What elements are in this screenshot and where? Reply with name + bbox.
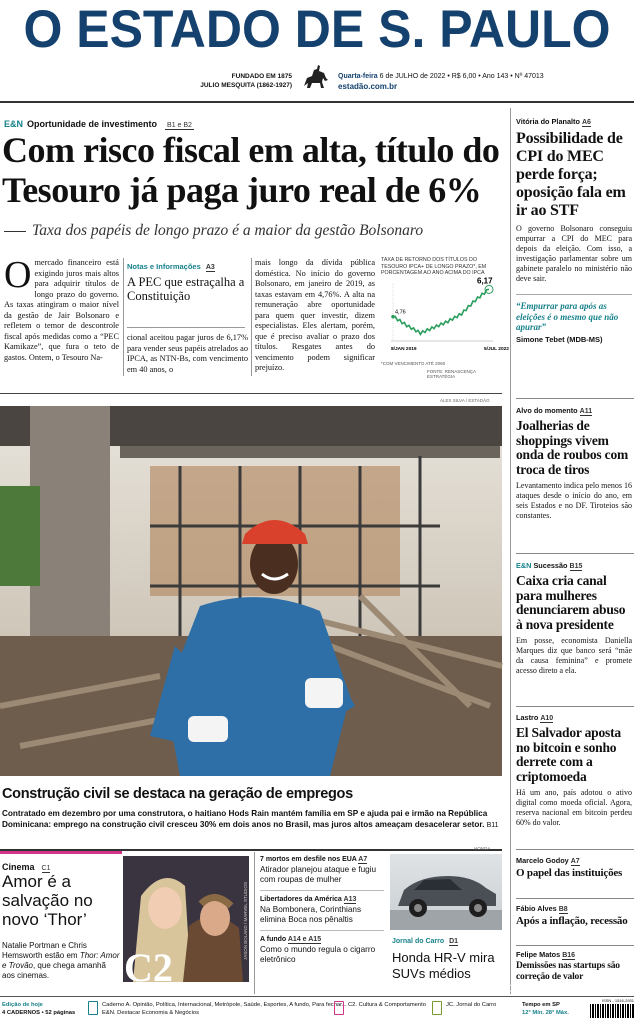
columnist-name: Fábio Alves bbox=[516, 904, 557, 913]
right-kicker: Lastro bbox=[516, 713, 539, 722]
lead-deck bbox=[4, 222, 504, 240]
svg-text:JASON BOLAND / MARVEL STUDIOS: JASON BOLAND / MARVEL STUDIOS bbox=[243, 881, 248, 960]
cinema-text bbox=[2, 941, 120, 981]
horse-rider-logo-icon bbox=[298, 62, 332, 92]
column-godoy[interactable] bbox=[516, 856, 632, 879]
lead-headline-line-1: Com risco fiscal em alta, título do bbox=[2, 130, 500, 170]
notes-rule bbox=[127, 327, 245, 328]
lead-headline-line-2: Tesouro já paga juro real de 6% bbox=[2, 170, 482, 210]
right-story-bitcoin[interactable] bbox=[516, 713, 632, 828]
notes-kicker bbox=[127, 262, 245, 271]
column-rule bbox=[254, 852, 255, 994]
barcode bbox=[590, 998, 634, 1020]
car-illustration bbox=[390, 854, 502, 930]
cinema-text-a: Natalie Portman e Chris Hemsworth estão em bbox=[2, 941, 87, 960]
chart-source: FONTE: RENASCENÇA ESTRATÉGIA bbox=[427, 369, 476, 379]
right-headline: Após a inflação, recessão bbox=[516, 915, 628, 927]
masthead bbox=[0, 0, 634, 102]
column-rule bbox=[510, 108, 511, 994]
photo-caption-text: Contratado em dezembro por uma construtora, o haitiano Hods Rain mantém família em SP e ajuda pai e irmão na República Dominicana: emprego na construção civil cresceu 30% em dois anos no Brasil, mas juros altos ameaçam desacelerar setor. bbox=[2, 809, 488, 829]
cinema-photo-credit bbox=[241, 860, 249, 960]
right-headline: Possibilidade de CPI do MEC perde força; oposição fala em ir ao STF bbox=[516, 130, 626, 219]
right-page-ref: A11 bbox=[579, 408, 593, 415]
car-headline: Honda HR-V mira SUVs médios bbox=[392, 950, 495, 981]
edition-sections: 4 CADERNOS • 52 páginas bbox=[2, 1010, 76, 1016]
right-page-ref: B8 bbox=[558, 906, 568, 913]
lead-kicker-text: Oportunidade de investimento bbox=[27, 119, 158, 129]
cinema-page-ref: C1 bbox=[41, 865, 51, 872]
drop-cap: O bbox=[4, 254, 32, 296]
right-headline: El Salvador aposta no bitcoin e sonho derrete com a criptomoeda bbox=[516, 725, 621, 784]
c2-logo: C2 bbox=[124, 945, 173, 990]
cinema-kicker-text: Cinema bbox=[2, 862, 35, 872]
brief-rule bbox=[260, 930, 384, 931]
brief-text: Atirador planejou ataque e fugiu com roupas de mulher bbox=[260, 865, 377, 884]
edition-date bbox=[338, 73, 544, 80]
brief-kicker-text: A fundo bbox=[260, 936, 287, 943]
brief-shooting[interactable] bbox=[260, 856, 384, 965]
weather-label: Tempo em SP bbox=[522, 1002, 560, 1008]
right-story-jewelry[interactable] bbox=[516, 406, 632, 521]
right-rule bbox=[516, 706, 634, 707]
pull-quote: “Empurrar para após as eleições é o mesmo que não apurar” bbox=[516, 294, 632, 333]
right-page-ref: B16 bbox=[562, 952, 576, 959]
right-body: Em posse, economista Daniella Marques diz que banco será “mãe da causa feminina” e promete acesso direto a ela. bbox=[516, 636, 632, 675]
chart-plot bbox=[381, 257, 509, 361]
date-price-issue: 6 de JULHO de 2022 • R$ 6,00 • Ano 143 • Nº 47013 bbox=[379, 73, 544, 80]
section-tag: E&N bbox=[4, 119, 24, 129]
chart-series-line bbox=[393, 289, 489, 334]
caderno-en-text: E&N. Destacar Economia & Negócios bbox=[102, 1010, 199, 1016]
column-alves[interactable] bbox=[516, 904, 632, 927]
quote-author: Simone Tebet (MDB-MS) bbox=[516, 334, 603, 344]
chart-start-label: 4,76 bbox=[395, 309, 406, 316]
section-rule bbox=[0, 393, 502, 394]
right-rule bbox=[516, 398, 634, 399]
footer bbox=[0, 996, 634, 1024]
right-body: Há um ano, país adotou o ativo digital como moeda oficial. Agora, reserva nacional em bitcoin perdeu 60% do valor. bbox=[516, 788, 632, 827]
right-headline: Caixa cria canal para mulheres denunciarem abuso à nova presidente bbox=[516, 573, 626, 632]
notes-box[interactable] bbox=[127, 262, 245, 303]
chart-end-label: 6,17 bbox=[477, 276, 493, 286]
lead-page-ref: B1 e B2 bbox=[167, 122, 192, 129]
founder: JULIO MESQUITA (1862-1927) bbox=[200, 82, 292, 89]
right-headline: O papel das instituições bbox=[516, 867, 623, 879]
brief-text: Como o mundo regula o cigarro eletrônico bbox=[260, 945, 376, 964]
lead-body-text-1: mercado financeiro está exigindo juros mais altos para adquirir títulos de longo prazo do governo. As taxas atingiram o maior nível da gestão de Jair Bolsonaro e refletem o temor de descontrole fiscal após medidas como a “PEC Kamikaze”, que fura o teto de gastos. Ontem, o Tesouro Na- bbox=[4, 258, 119, 362]
brief-rule bbox=[260, 890, 384, 891]
right-story-caixa[interactable] bbox=[516, 561, 632, 676]
construction-worker-photo[interactable] bbox=[0, 406, 502, 776]
cinema-film-title: Thor: Amor e Trovão bbox=[2, 951, 120, 970]
lead-headline[interactable] bbox=[2, 130, 507, 210]
column-rule bbox=[123, 258, 124, 376]
edition-info bbox=[2, 1001, 75, 1017]
photo-headline[interactable]: Construção civil se destaca na geração de empregos bbox=[2, 786, 353, 802]
masthead-rule bbox=[0, 101, 634, 103]
right-body: Levantamento indica pelo menos 16 ataques desde o início do ano, em seis Estados e no DF. Tiroteios são constantes. bbox=[516, 481, 632, 520]
caderno-a[interactable] bbox=[102, 1001, 347, 1017]
right-page-ref: A6 bbox=[581, 119, 591, 126]
photo-page-ref: B11 bbox=[486, 822, 499, 829]
car-page-ref: D1 bbox=[449, 938, 459, 945]
right-page-ref: B15 bbox=[569, 563, 583, 570]
right-page-ref: A7 bbox=[570, 858, 580, 865]
right-page-ref: A10 bbox=[540, 715, 554, 722]
weekday: Quarta-feira bbox=[338, 73, 378, 80]
chart-x-tick-end: 5/JUL 2022 bbox=[484, 347, 509, 352]
honda-hrv-photo bbox=[390, 854, 502, 930]
car-kicker bbox=[392, 938, 458, 945]
weather bbox=[522, 1001, 569, 1017]
lead-body-col-1 bbox=[4, 254, 119, 363]
chart-note: *COM VENCIMENTO ATÉ 2060 bbox=[381, 361, 446, 366]
caderno-c2-icon bbox=[334, 1001, 344, 1015]
right-story-cpi[interactable] bbox=[516, 117, 632, 344]
right-rule bbox=[516, 945, 634, 946]
right-body: O governo Bolsonaro conseguiu empurrar a CPI do MEC para depois da eleição. Com isso, a investigação parlamentar sobre um gabinete paralelo no ministério não deve sair. bbox=[516, 224, 632, 283]
caderno-jc-icon bbox=[432, 1001, 442, 1015]
founded-info bbox=[198, 72, 292, 90]
newspaper-title: O ESTADO DE S. PAULO bbox=[23, 0, 611, 59]
right-kicker: Alvo do momento bbox=[516, 406, 578, 415]
columnist-name: Marcelo Godoy bbox=[516, 856, 569, 865]
right-rule bbox=[516, 849, 634, 850]
car-kicker-text: Jornal do Carro bbox=[392, 938, 445, 945]
column-matos[interactable] bbox=[516, 950, 632, 982]
photo-caption bbox=[2, 808, 502, 831]
brief-kicker bbox=[260, 856, 384, 863]
cinema-headline[interactable]: Amor é a salvação no novo ‘Thor’ bbox=[2, 872, 93, 929]
right-headline: Demissões nas startups são correção de valor bbox=[516, 961, 620, 982]
right-kicker: Vitória do Planalto bbox=[516, 117, 580, 126]
notes-page-ref: A3 bbox=[205, 264, 215, 271]
chart-title: TAXA DE RETORNO DOS TÍTULOS DO TESOURO IPCA+ DE LONGO PRAZO*, EM PORCENTAGEM AO ANO ACIMA DO IPCA bbox=[381, 257, 487, 276]
weather-temps: 12° Mín. 28° Máx. bbox=[522, 1010, 569, 1016]
lead-body-col-3: mais longo da dívida pública doméstica. No início do governo Bolsonaro, em janeiro de 2019, as taxas estavam em 4,76%. A alta na remuneração abre oportunidade para quem quer investir, dizem especialistas. Eles alertam, porém, que é preciso avaliar o prazo dos títulos. Resgates antes do vencimento podem significar prejuízo. bbox=[255, 258, 375, 372]
cinema-text-b: , que chega amanhã aos cinemas. bbox=[2, 961, 106, 980]
brief-text: Na Bombonera, Corinthians elimina Boca nos pênaltis bbox=[260, 905, 362, 924]
brief-kicker bbox=[260, 896, 384, 903]
right-rule bbox=[516, 553, 634, 554]
cinema-accent-bar bbox=[0, 851, 122, 854]
brief-page-ref: A14 e A15 bbox=[287, 936, 322, 943]
section-tag: E&N bbox=[516, 561, 532, 570]
founded-year: FUNDADO EM 1875 bbox=[231, 73, 292, 80]
car-photo-credit: HONDA bbox=[474, 846, 491, 851]
column-rule bbox=[251, 258, 252, 376]
brief-page-ref: A7 bbox=[358, 856, 368, 863]
right-kicker: Sucessão bbox=[533, 561, 568, 570]
notes-kicker-text: Notas e Informações bbox=[127, 262, 201, 271]
right-headline: Joalherias de shoppings vivem onda de roubos com troca de tiros bbox=[516, 418, 629, 477]
lead-deck-text: Taxa dos papéis de longo prazo é a maior da gestão Bolsonaro bbox=[32, 222, 424, 239]
website-link[interactable]: estadão.com.br bbox=[338, 82, 398, 91]
photo-credit: ALEX SILVA / ESTADÃO bbox=[440, 398, 490, 403]
notes-headline: A PEC que estraçalha a Constituição bbox=[127, 275, 245, 303]
right-rule bbox=[516, 898, 634, 899]
brief-kicker bbox=[260, 936, 384, 943]
edition-label: Edição de hoje bbox=[2, 1002, 43, 1008]
chart-x-tick-start: 8/JAN 2019 bbox=[391, 347, 417, 352]
caderno-a-text: Caderno A. Opinião, Política, Internacional, Metrópole, Saúde, Esportes, A fundo, Para fechar... bbox=[102, 1002, 347, 1008]
watermark: VerCapas.com.br bbox=[488, 983, 573, 995]
brief-kicker-text: Libertadores da América bbox=[260, 896, 342, 903]
brief-kicker-text: 7 mortos em desfile nos EUA bbox=[260, 856, 357, 863]
car-story[interactable] bbox=[390, 846, 502, 994]
caderno-a-icon bbox=[88, 1001, 98, 1015]
yield-chart bbox=[381, 257, 509, 379]
lead-body-col-2: cional aceitou pagar juros de 6,17% para vender seus papéis atrelados ao IPCA, as NTN-Bs, com vencimento em 40 anos, o bbox=[127, 333, 248, 374]
photo-illustration bbox=[0, 406, 502, 776]
columnist-name: Felipe Matos bbox=[516, 950, 561, 959]
caderno-jc[interactable]: JC. Jornal do Carro bbox=[446, 1002, 497, 1008]
brief-page-ref: A13 bbox=[343, 896, 357, 903]
barcode-icon bbox=[590, 1004, 634, 1018]
issn: ISSN - 1516-2931 bbox=[601, 998, 634, 1003]
caderno-c2[interactable]: C2. Cultura & Comportamento bbox=[348, 1002, 426, 1008]
